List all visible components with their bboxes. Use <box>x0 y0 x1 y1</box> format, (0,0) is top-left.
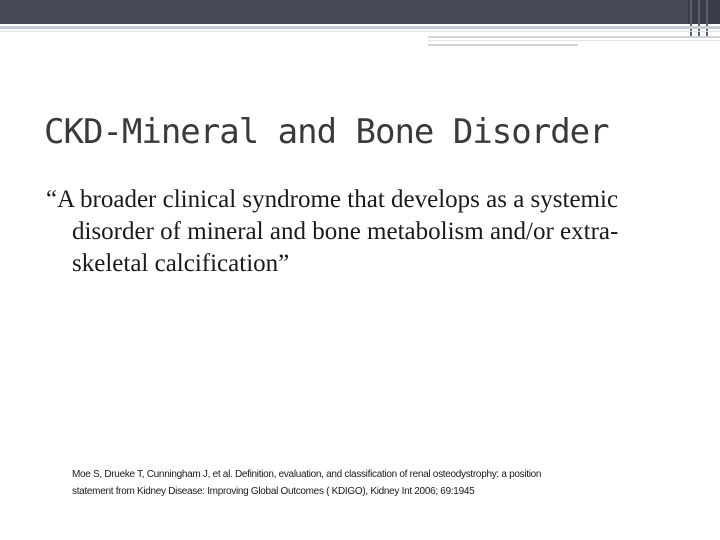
accent-line <box>428 40 720 41</box>
header-stripe <box>698 0 700 38</box>
header-band-corner-block <box>688 0 720 24</box>
slide-title: CKD-Mineral and Bone Disorder <box>44 112 609 152</box>
accent-line <box>0 31 720 32</box>
header-band <box>0 0 720 24</box>
accent-line <box>428 44 578 46</box>
accent-line <box>428 36 720 38</box>
accent-line <box>0 26 720 29</box>
citation-line: statement from Kidney Disease: Improving Global Outcomes ( KDIGO), Kidney Int 2006; 69:1945 <box>72 486 475 497</box>
citation-line: Moe S, Drueke T, Cunningham J, et al. Definition, evaluation, and classification of renal osteodystrophy: a position <box>72 469 542 480</box>
header-stripe <box>690 0 692 38</box>
header-stripe <box>706 0 708 38</box>
definition-quote: “A broader clinical syndrome that develops as a systemic disorder of mineral and bone metabolism and/or extra- skeletal calcification” <box>46 186 619 277</box>
citation <box>72 466 672 500</box>
